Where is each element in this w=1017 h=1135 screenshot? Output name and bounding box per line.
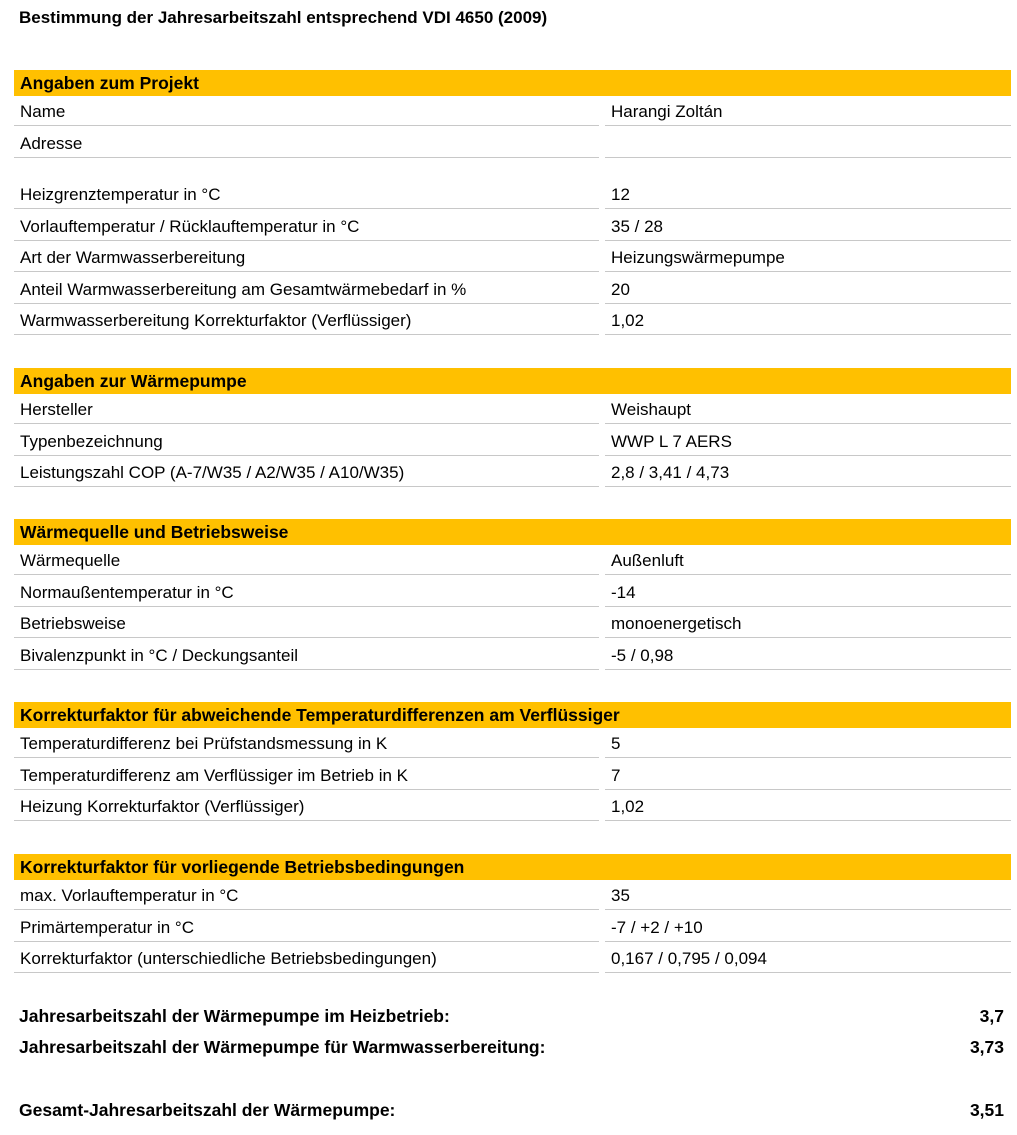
section-korrektur-betriebsbedingungen (14, 854, 1011, 975)
row-label: max. Vorlauftemperatur in °C (14, 880, 599, 910)
row-value: 1,02 (605, 305, 1011, 335)
table-row (14, 943, 1011, 975)
row-label: Anteil Warmwasserbereitung am Gesamtwärmebedarf in % (14, 274, 599, 304)
row-label: Name (14, 96, 599, 126)
row-label: Betriebsweise (14, 608, 599, 638)
row-label: Adresse (14, 128, 599, 158)
result-gesamt (19, 1098, 1004, 1122)
result-label: Gesamt-Jahresarbeitszahl der Wärmepumpe: (19, 1100, 396, 1120)
row-value: 2,8 / 3,41 / 4,73 (605, 457, 1011, 487)
result-value: 3,51 (969, 1100, 1004, 1120)
result-label: Jahresarbeitszahl der Wärmepumpe im Heizbetrieb: (19, 1006, 450, 1026)
table-row (14, 305, 1011, 337)
table-row (14, 96, 1011, 128)
page-title: Bestimmung der Jahresarbeitszahl entsprechend VDI 4650 (2009) (19, 8, 548, 27)
table-row (14, 728, 1011, 760)
section-heading: Wärmequelle und Betriebsweise (14, 519, 1011, 545)
table-row (14, 274, 1011, 306)
row-value: 7 (605, 760, 1011, 790)
row-value: 5 (605, 728, 1011, 758)
row-label: Warmwasserbereitung Korrekturfaktor (Verflüssiger) (14, 305, 599, 335)
table-row (14, 394, 1011, 426)
row-label: Typenbezeichnung (14, 426, 599, 456)
row-label: Art der Warmwasserbereitung (14, 242, 599, 272)
row-label: Normaußentemperatur in °C (14, 577, 599, 607)
table-row (14, 179, 1011, 211)
row-value: 1,02 (605, 791, 1011, 821)
section-waermequelle (14, 519, 1011, 671)
row-label: Temperaturdifferenz am Verflüssiger im Betrieb in K (14, 760, 599, 790)
table-row (14, 912, 1011, 944)
section-heading: Korrekturfaktor für vorliegende Betriebsbedingungen (14, 854, 1011, 880)
result-value: 3,73 (969, 1037, 1004, 1057)
row-label: Korrekturfaktor (unterschiedliche Betriebsbedingungen) (14, 943, 599, 973)
row-label: Temperaturdifferenz bei Prüfstandsmessung in K (14, 728, 599, 758)
row-value: monoenergetisch (605, 608, 1011, 638)
table-row (14, 608, 1011, 640)
table-row (14, 640, 1011, 672)
row-label: Leistungszahl COP (A-7/W35 / A2/W35 / A10/W35) (14, 457, 599, 487)
result-heizbetrieb (19, 1004, 1004, 1028)
row-label: Heizgrenztemperatur in °C (14, 179, 599, 209)
table-row (14, 880, 1011, 912)
row-value: -7 / +2 / +10 (605, 912, 1011, 942)
section-heading: Angaben zur Wärmepumpe (14, 368, 1011, 394)
table-row (14, 545, 1011, 577)
section-projekt (14, 70, 1011, 337)
table-row (14, 242, 1011, 274)
section-heading: Korrekturfaktor für abweichende Temperaturdifferenzen am Verflüssiger (14, 702, 1011, 728)
row-value: Heizungswärmepumpe (605, 242, 1011, 272)
row-label: Primärtemperatur in °C (14, 912, 599, 942)
row-value: Harangi Zoltán (605, 96, 1011, 126)
table-row (14, 128, 1011, 160)
result-label: Jahresarbeitszahl der Wärmepumpe für Warmwasserbereitung: (19, 1037, 546, 1057)
section-heading: Angaben zum Projekt (14, 70, 1011, 96)
row-value: -14 (605, 577, 1011, 607)
row-value: 0,167 / 0,795 / 0,094 (605, 943, 1011, 973)
row-value: 12 (605, 179, 1011, 209)
result-value: 3,7 (979, 1006, 1004, 1026)
row-value: -5 / 0,98 (605, 640, 1011, 670)
row-value (605, 128, 1011, 158)
row-label: Heizung Korrekturfaktor (Verflüssiger) (14, 791, 599, 821)
row-label: Hersteller (14, 394, 599, 424)
row-label: Vorlauftemperatur / Rücklauftemperatur in °C (14, 211, 599, 241)
table-row (14, 211, 1011, 243)
row-value: WWP L 7 AERS (605, 426, 1011, 456)
row-value: Weishaupt (605, 394, 1011, 424)
section-waermepumpe (14, 368, 1011, 489)
row-value: 35 / 28 (605, 211, 1011, 241)
table-row (14, 457, 1011, 489)
table-row (14, 577, 1011, 609)
table-row (14, 760, 1011, 792)
row-value: 35 (605, 880, 1011, 910)
row-label: Bivalenzpunkt in °C / Deckungsanteil (14, 640, 599, 670)
table-row (14, 791, 1011, 823)
section-korrektur-temperaturdifferenz (14, 702, 1011, 823)
row-value: 20 (605, 274, 1011, 304)
row-value: Außenluft (605, 545, 1011, 575)
row-label: Wärmequelle (14, 545, 599, 575)
result-warmwasser (19, 1035, 1004, 1059)
table-row (14, 426, 1011, 458)
